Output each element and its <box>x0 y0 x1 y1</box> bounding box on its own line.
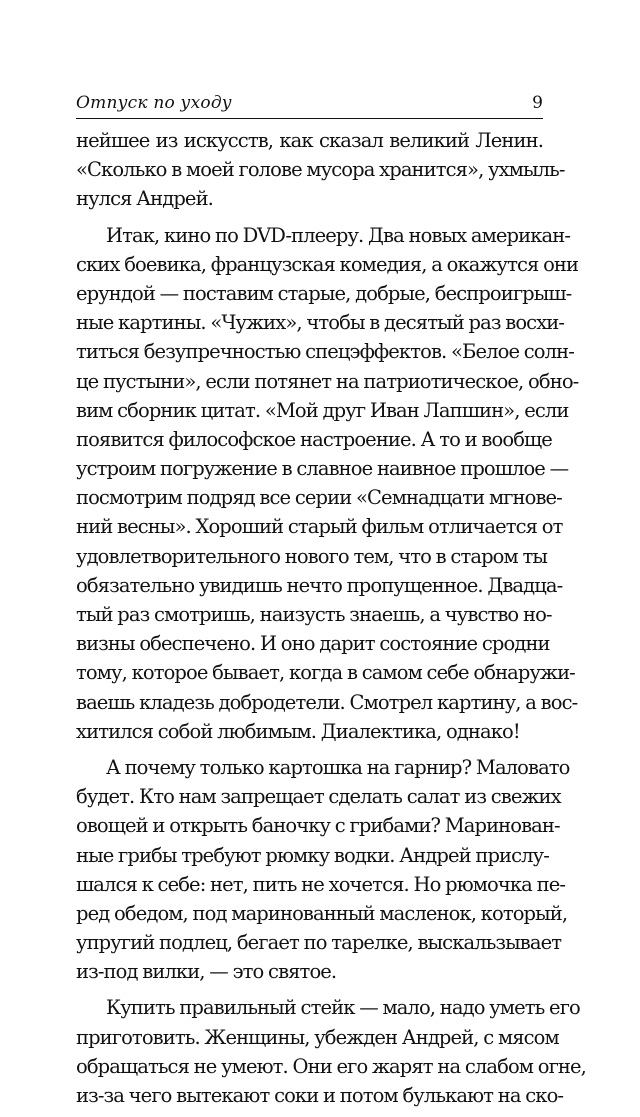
text-line: хитился собой любимым. Диалектика, однако! <box>76 719 520 743</box>
text-line: це пустыни», если потянет на патриотическое, обно- <box>76 369 579 393</box>
text-line: удовлетворительного нового тем, что в старом ты <box>76 544 547 568</box>
text-line: приготовить. Женщины, убежден Андрей, с мясом <box>76 1025 559 1049</box>
running-head <box>76 88 543 119</box>
text-line: овощей и открыть баночку с грибами? Маринован- <box>76 814 560 838</box>
book-page <box>76 0 586 1107</box>
text-line: шался к себе: нет, пить не хочется. Но рюмочка пе- <box>76 872 566 896</box>
text-line: вим сборник цитат. «Мой друг Иван Лапшин», если <box>76 398 569 422</box>
text-line: упругий подлец, бегает по тарелке, выскальзывает <box>76 931 562 955</box>
text-line: устроим погружение в славное наивное прошлое — <box>76 457 569 481</box>
text-line: титься безупречностью спецэффектов. «Белое солн- <box>76 340 574 364</box>
body-text <box>76 126 586 1117</box>
text-line: Итак, кино по DVD-плееру. Два новых американ- <box>106 223 571 247</box>
text-line: ваешь кладезь добродетели. Смотрел картину, а вос- <box>76 690 578 714</box>
running-head-title: Отпуск по уходу <box>76 93 232 113</box>
text-line: тый раз смотришь, наизусть знаешь, а чувство но- <box>76 603 552 626</box>
text-line: Купить правильный стейк — мало, надо уметь его <box>106 996 580 1020</box>
text-line: из-под вилки, — это святое. <box>76 960 337 984</box>
text-line: ний весны». Хороший старый фильм отличается от <box>76 515 563 539</box>
text-line: нейшее из искусств, как сказал великий Ленин. <box>76 129 543 152</box>
text-line: тому, которое бывает, когда в самом себе обнаружи- <box>76 661 575 685</box>
text-line: ные грибы требуют рюмку водки. Андрей прислу- <box>76 843 549 867</box>
text-line: ред обедом, под маринованный масленок, который, <box>76 901 568 925</box>
text-line: будет. Кто нам запрещает сделать салат из свежих <box>76 785 561 809</box>
text-line: ные картины. «Чужих», чтобы в десятый раз восхи- <box>76 311 565 335</box>
text-line: ских боевика, французская комедия, а окажутся они <box>76 252 579 276</box>
paragraph <box>76 221 579 746</box>
page-number: 9 <box>532 93 543 113</box>
text-line: посмотрим подряд все серии «Семнадцати мгнове- <box>76 486 562 510</box>
text-line: нулся Андрей. <box>76 187 213 211</box>
text-line: А почему только картошка на гарнир? Маловато <box>106 755 570 779</box>
text-line: появится философское настроение. А то и вообще <box>76 427 552 451</box>
text-line: из-за чего вытекают соки и потом булькают на ско- <box>76 1084 564 1107</box>
paragraph <box>76 753 570 987</box>
text-line: ерундой — поставим старые, добрые, беспроигрыш- <box>76 281 572 305</box>
text-line: обращаться не умеют. Они его жарят на слабом огне, <box>76 1054 586 1078</box>
paragraph <box>76 993 586 1110</box>
text-line: визны обеспечено. И оно дарит состояние сродни <box>76 632 550 656</box>
paragraph <box>76 126 565 214</box>
text-line: обязательно увидишь нечто пропущенное. Двадца- <box>76 573 563 597</box>
text-line: «Сколько в моей голове мусора хранится», ухмыль- <box>76 158 565 182</box>
